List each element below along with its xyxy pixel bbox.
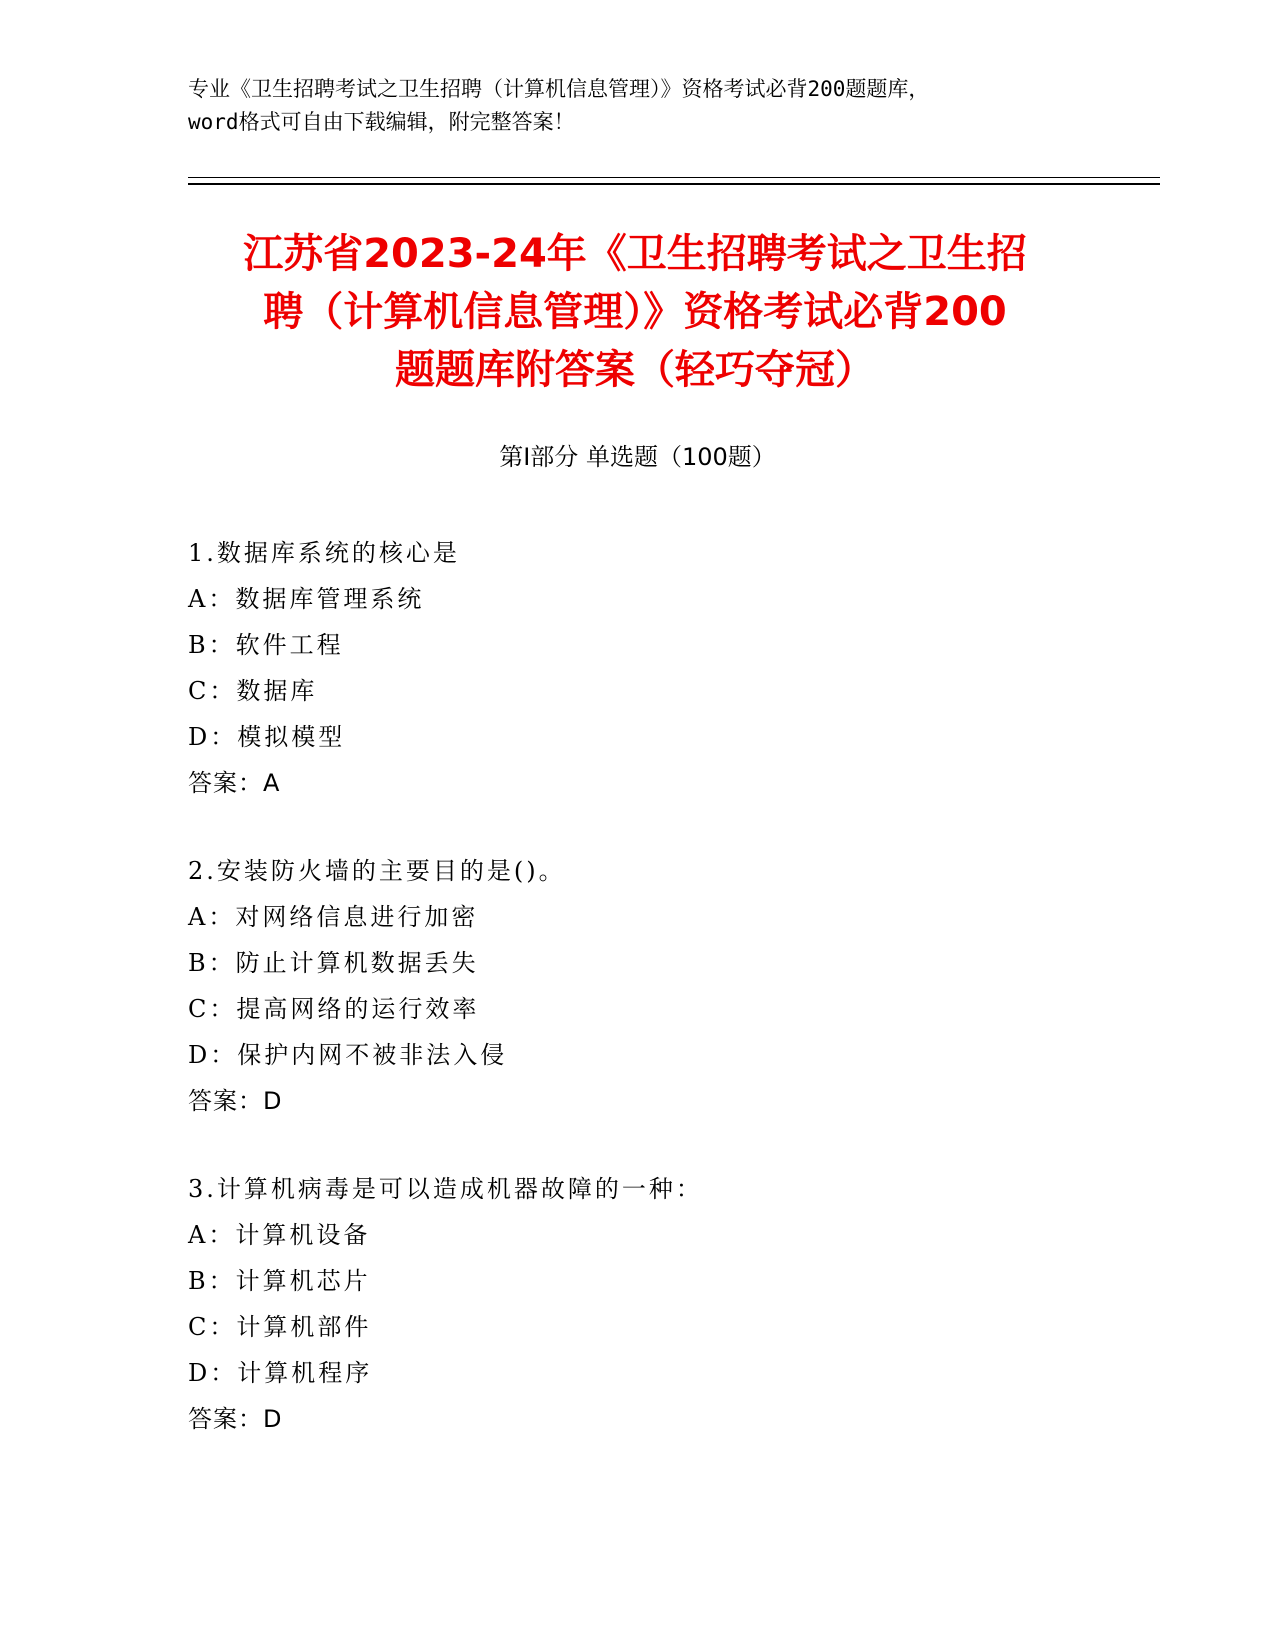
option-d: D：模拟模型 [188, 723, 346, 751]
header-note [188, 73, 1088, 139]
question-item [188, 1166, 1088, 1442]
option-b: B：软件工程 [188, 631, 344, 659]
header-note-line: word格式可自由下载编辑，附完整答案！ [188, 110, 575, 134]
header-note-line: 专业《卫生招聘考试之卫生招聘（计算机信息管理）》资格考试必背200题题库， [188, 77, 930, 101]
section-title: 第Ⅰ部分 单选题（100题） [499, 443, 776, 471]
option-a: A：计算机设备 [188, 1221, 371, 1249]
option-c: C：提高网络的运行效率 [188, 995, 480, 1023]
question-stem: 3.计算机病毒是可以造成机器故障的一种： [188, 1175, 703, 1203]
divider [188, 183, 1160, 185]
option-b: B：计算机芯片 [188, 1267, 371, 1295]
option-c: C：计算机部件 [188, 1313, 372, 1341]
question-item [188, 530, 1088, 806]
option-b: B：防止计算机数据丢失 [188, 949, 479, 977]
option-d: D：保护内网不被非法入侵 [188, 1041, 508, 1069]
divider [188, 177, 1160, 178]
question-stem: 2.安装防火墙的主要目的是()。 [188, 857, 566, 885]
answer: 答案：D [188, 1087, 283, 1115]
document-title [170, 225, 1100, 399]
answer: 答案：A [188, 769, 281, 797]
title-line: 聘（计算机信息管理）》资格考试必背200 [263, 289, 1007, 335]
option-a: A：数据库管理系统 [188, 585, 425, 613]
answer: 答案：D [188, 1405, 283, 1433]
question-item [188, 848, 1088, 1124]
option-c: C：数据库 [188, 677, 318, 705]
title-line: 江苏省2023-24年《卫生招聘考试之卫生招 [243, 231, 1027, 277]
title-line: 题题库附答案（轻巧夺冠） [395, 347, 875, 393]
question-list [188, 530, 1088, 1484]
option-d: D：计算机程序 [188, 1359, 373, 1387]
option-a: A：对网络信息进行加密 [188, 903, 479, 931]
question-stem: 1.数据库系统的核心是 [188, 539, 460, 567]
